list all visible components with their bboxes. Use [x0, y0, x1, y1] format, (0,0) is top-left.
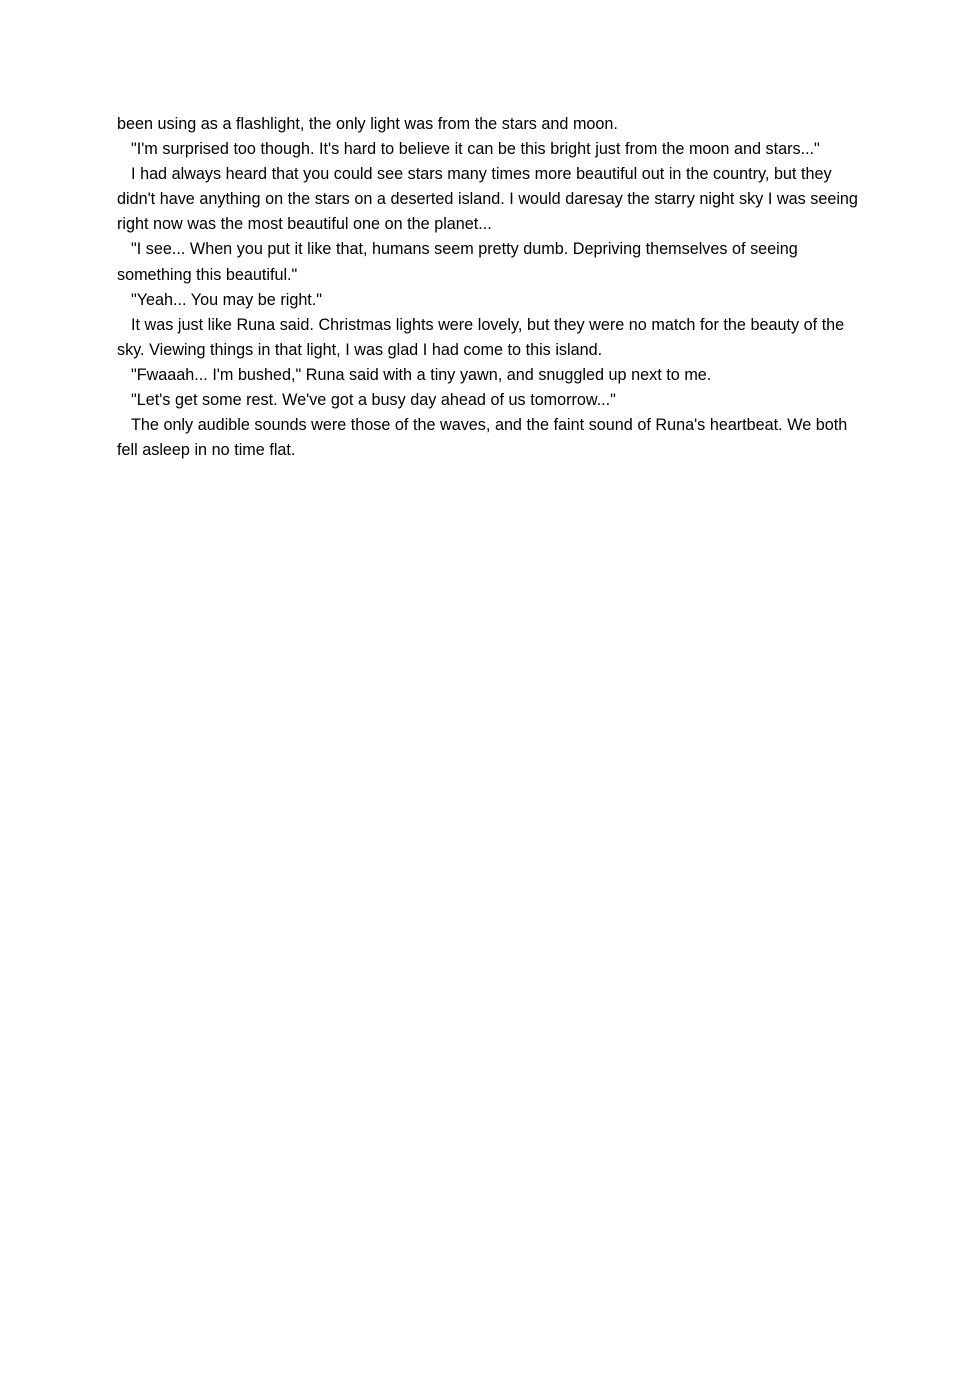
paragraph: It was just like Runa said. Christmas lights were lovely, but they were no match for the beauty of the sky. Viewing things in that light, I was glad I had come to this island.	[117, 315, 845, 359]
paragraph: The only audible sounds were those of the waves, and the faint sound of Runa's heartbeat. We both fell asleep in no time flat.	[117, 416, 848, 460]
paragraph: "Let's get some rest. We've got a busy day ahead of us tomorrow..."	[131, 391, 616, 410]
paragraph: "Fwaaah... I'm bushed," Runa said with a tiny yawn, and snuggled up next to me.	[131, 365, 712, 384]
paragraph: "Yeah... You may be right."	[131, 290, 323, 309]
paragraph: "I'm surprised too though. It's hard to believe it can be this bright just from the moon and stars..."	[131, 140, 820, 159]
paragraph: been using as a flashlight, the only light was from the stars and moon.	[117, 115, 618, 133]
document-text-block	[117, 112, 865, 463]
paragraph: I had always heard that you could see stars many times more beautiful out in the country, but they didn't have anything on the stars on a deserted island. I would daresay the starry night sky I was seeing right now was the most beautiful one on the planet...	[117, 165, 858, 234]
paragraph: "I see... When you put it like that, humans seem pretty dumb. Depriving themselves of seeing something this beautiful."	[117, 240, 798, 284]
